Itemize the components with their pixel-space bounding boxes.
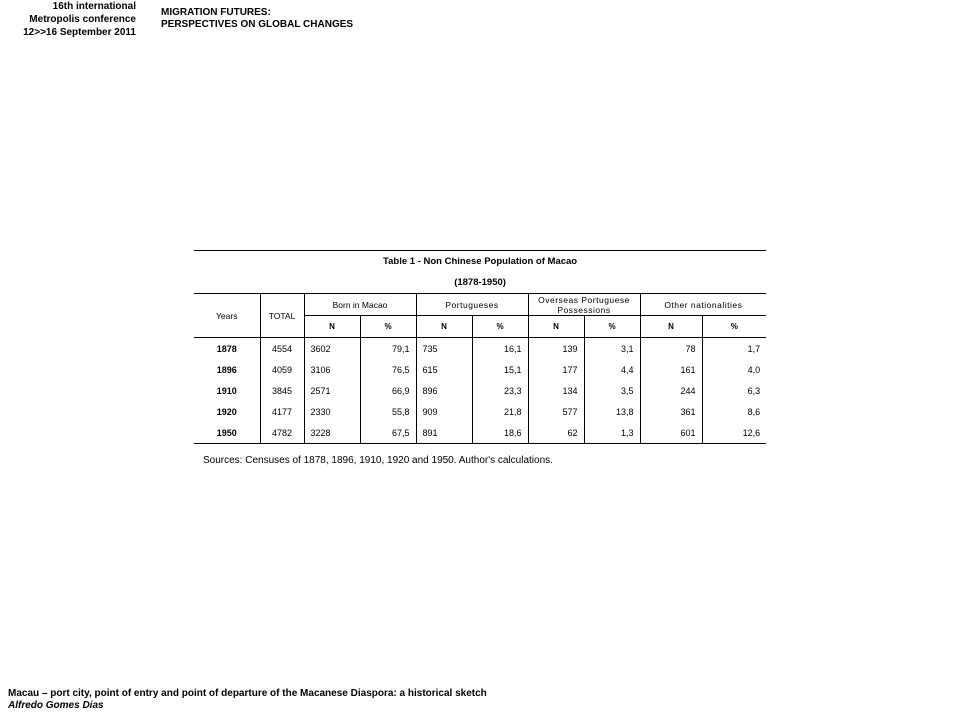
row-total: 4782 [260, 422, 304, 444]
population-table [194, 250, 766, 444]
row-other-pct: 1,7 [702, 338, 766, 360]
migration-line-2: PERSPECTIVES ON GLOBAL CHANGES [161, 19, 354, 30]
row-total: 4554 [260, 338, 304, 360]
row-born-pct: 79,1 [360, 338, 416, 360]
footer [8, 688, 487, 712]
over-pct-label: % [584, 316, 640, 338]
table-subtitle: (1878-1950) [454, 277, 506, 288]
other-n-label: N [640, 316, 702, 338]
table-header-row [194, 294, 766, 316]
table-row [194, 359, 766, 380]
conference-line-1: 16th international [52, 1, 136, 12]
row-port-pct: 15,1 [472, 359, 528, 380]
row-other-pct: 4,0 [747, 364, 761, 375]
row-born-pct: 66,9 [360, 380, 416, 401]
row-over-pct: 3,5 [584, 380, 640, 401]
footer-title: Macau – port city, point of entry and point of departure of the Macanese Diaspora: a historical sketch [8, 688, 487, 699]
table-sources: Sources: Censuses of 1878, 1896, 1910, 1920 and 1950. Author's calculations. [203, 455, 553, 466]
row-born-n: 2330 [304, 401, 360, 422]
table-row [194, 338, 766, 360]
col-years-header: Years [194, 294, 260, 338]
row-over-pct: 4,4 [584, 359, 640, 380]
conference-line-3: 12>>16 September 2011 [23, 27, 136, 38]
row-year: 1920 [194, 401, 260, 422]
row-over-n: 177 [528, 359, 584, 380]
col-total-header: TOTAL [260, 294, 304, 338]
row-over-n: 577 [528, 401, 584, 422]
row-port-pct: 21,8 [472, 401, 528, 422]
row-port-n: 896 [416, 380, 472, 401]
col-overseas-header: Overseas Portuguese Possessions [528, 294, 640, 316]
row-other-n: 361 [640, 401, 702, 422]
born-n-label: N [304, 316, 360, 338]
col-born-header: Born in Macao [304, 294, 416, 316]
row-born-n: 3228 [304, 422, 360, 444]
row-other-pct: 6,3 [747, 385, 761, 396]
row-total: 4177 [260, 401, 304, 422]
row-year: 1910 [194, 380, 260, 401]
row-born-n: 3602 [304, 338, 360, 360]
migration-line-1: MIGRATION FUTURES: [161, 7, 271, 18]
row-year: 1896 [194, 359, 260, 380]
row-port-n: 909 [416, 401, 472, 422]
row-total: 4059 [260, 359, 304, 380]
other-pct-label: % [702, 316, 766, 338]
row-other-pct: 8,6 [747, 406, 761, 417]
row-born-n: 2571 [304, 380, 360, 401]
row-port-n: 891 [416, 422, 472, 444]
row-other-n: 161 [640, 359, 702, 380]
table-row [194, 422, 766, 444]
row-over-pct: 13,8 [584, 401, 640, 422]
row-other-n: 244 [640, 380, 702, 401]
migration-heading [161, 7, 353, 31]
port-n-label: N [416, 316, 472, 338]
row-port-n: 735 [416, 338, 472, 360]
conference-info [0, 0, 136, 39]
row-port-n: 615 [416, 359, 472, 380]
table-subtitle-row [194, 272, 766, 294]
table-row [194, 401, 766, 422]
row-over-pct: 3,1 [584, 338, 640, 360]
row-born-pct: 76,5 [360, 359, 416, 380]
row-other-n: 601 [640, 422, 702, 444]
row-born-n: 3106 [304, 359, 360, 380]
row-born-pct: 55,8 [360, 401, 416, 422]
row-other-pct: 12,6 [702, 422, 766, 444]
row-total: 3845 [260, 380, 304, 401]
row-over-n: 62 [528, 422, 584, 444]
row-year: 1878 [194, 338, 260, 360]
row-other-n: 78 [640, 338, 702, 360]
col-other-header: Other nationalities [640, 294, 766, 316]
over-n-label: N [528, 316, 584, 338]
table-title: Table 1 - Non Chinese Population of Macao [194, 251, 766, 273]
row-port-pct: 23,3 [472, 380, 528, 401]
row-year: 1950 [194, 422, 260, 444]
born-pct-label: % [360, 316, 416, 338]
port-pct-label: % [472, 316, 528, 338]
row-over-n: 139 [528, 338, 584, 360]
table-row [194, 380, 766, 401]
row-port-pct: 16,1 [472, 338, 528, 360]
conference-line-2: Metropolis conference [29, 14, 136, 25]
row-over-n: 134 [528, 380, 584, 401]
row-born-pct: 67,5 [360, 422, 416, 444]
col-portugueses-header: Portugueses [416, 294, 528, 316]
row-port-pct: 18,6 [472, 422, 528, 444]
row-over-pct: 1,3 [584, 422, 640, 444]
footer-author: Alfredo Gomes Dias [8, 700, 104, 711]
table-title-row [194, 251, 766, 273]
